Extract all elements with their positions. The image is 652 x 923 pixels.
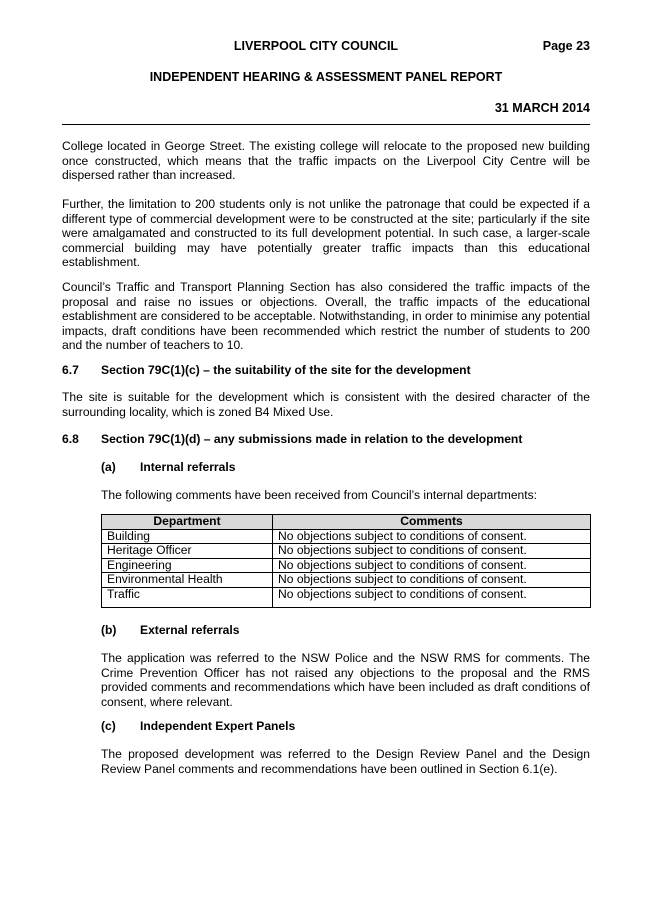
department-cell: Engineering [102,558,273,573]
subsection-title: Independent Expert Panels [140,719,296,733]
comment-cell: No objections subject to conditions of consent. [273,587,591,608]
paragraph-internal-intro: The following comments have been received from Council’s internal departments: [101,488,538,502]
department-cell: Traffic [102,587,273,608]
page-number: Page 23 [542,39,590,53]
subsection-number: (b) [101,623,117,637]
section-number: 6.8 [62,432,79,446]
paragraph-external: The application was referred to the NSW Police and the NSW RMS for comments. The Crime Prevention Officer has not raised any objections to the proposal and the RMS provided comments and recommendations which have been included as draft conditions of consent, where relevant. [101,651,590,709]
table-header-row [102,515,591,530]
comment-cell: No objections subject to conditions of consent. [273,529,591,544]
report-title: INDEPENDENT HEARING & ASSESSMENT PANEL REPORT [149,70,503,84]
council-name: LIVERPOOL CITY COUNCIL [233,39,399,53]
table-row [102,529,591,544]
department-cell: Environmental Health [102,573,273,588]
subsection-number: (c) [101,719,116,733]
paragraph-college: College located in George Street. The existing college will relocate to the proposed new building once constructed, which means that the traffic impacts on the Liverpool City Centre will be dispersed rather than increased. [62,139,590,182]
paragraph-expert-panels: The proposed development was referred to the Design Review Panel and the Design Review Panel comments and recommendations have been outlined in Section 6.1(e). [101,747,590,776]
section-title: Section 79C(1)(c) – the suitability of the site for the development [101,363,471,377]
subsection-title: Internal referrals [140,460,236,474]
subsection-title: External referrals [140,623,240,637]
column-header: Comments [273,515,591,530]
section-number: 6.7 [62,363,79,377]
paragraph-limitation: Further, the limitation to 200 students only is not unlike the patronage that could be expected if a different type of commercial development were to be constructed at the site; particularly if the site were amalgamated and constructed to its full development potential. In such case, a larger-scale commercial building may have potentially greater traffic impacts than this educational establishment. [62,197,590,269]
table-row [102,573,591,588]
department-cell: Building [102,529,273,544]
table-row [102,558,591,573]
header-divider [62,124,590,125]
table-row [102,544,591,559]
comment-cell: No objections subject to conditions of consent. [273,544,591,559]
comment-cell: No objections subject to conditions of consent. [273,573,591,588]
subsection-number: (a) [101,460,116,474]
section-title: Section 79C(1)(d) – any submissions made in relation to the development [101,432,523,446]
comment-cell: No objections subject to conditions of consent. [273,558,591,573]
column-header: Department [102,515,273,530]
table-row [102,587,591,608]
department-cell: Heritage Officer [102,544,273,559]
paragraph-traffic: Council’s Traffic and Transport Planning Section has also considered the traffic impacts of the proposal and raise no issues or objections. Overall, the traffic impacts of the educational establishment are considered to be acceptable. Notwithstanding, in order to minimise any potential impacts, draft conditions have been recommended which restrict the number of students to 200 and the number of teachers to 10. [62,280,590,352]
paragraph-suitability: The site is suitable for the development which is consistent with the desired character of the surrounding locality, which is zoned B4 Mixed Use. [62,390,590,419]
internal-referrals-table [101,514,591,608]
report-date: 31 MARCH 2014 [494,101,590,115]
